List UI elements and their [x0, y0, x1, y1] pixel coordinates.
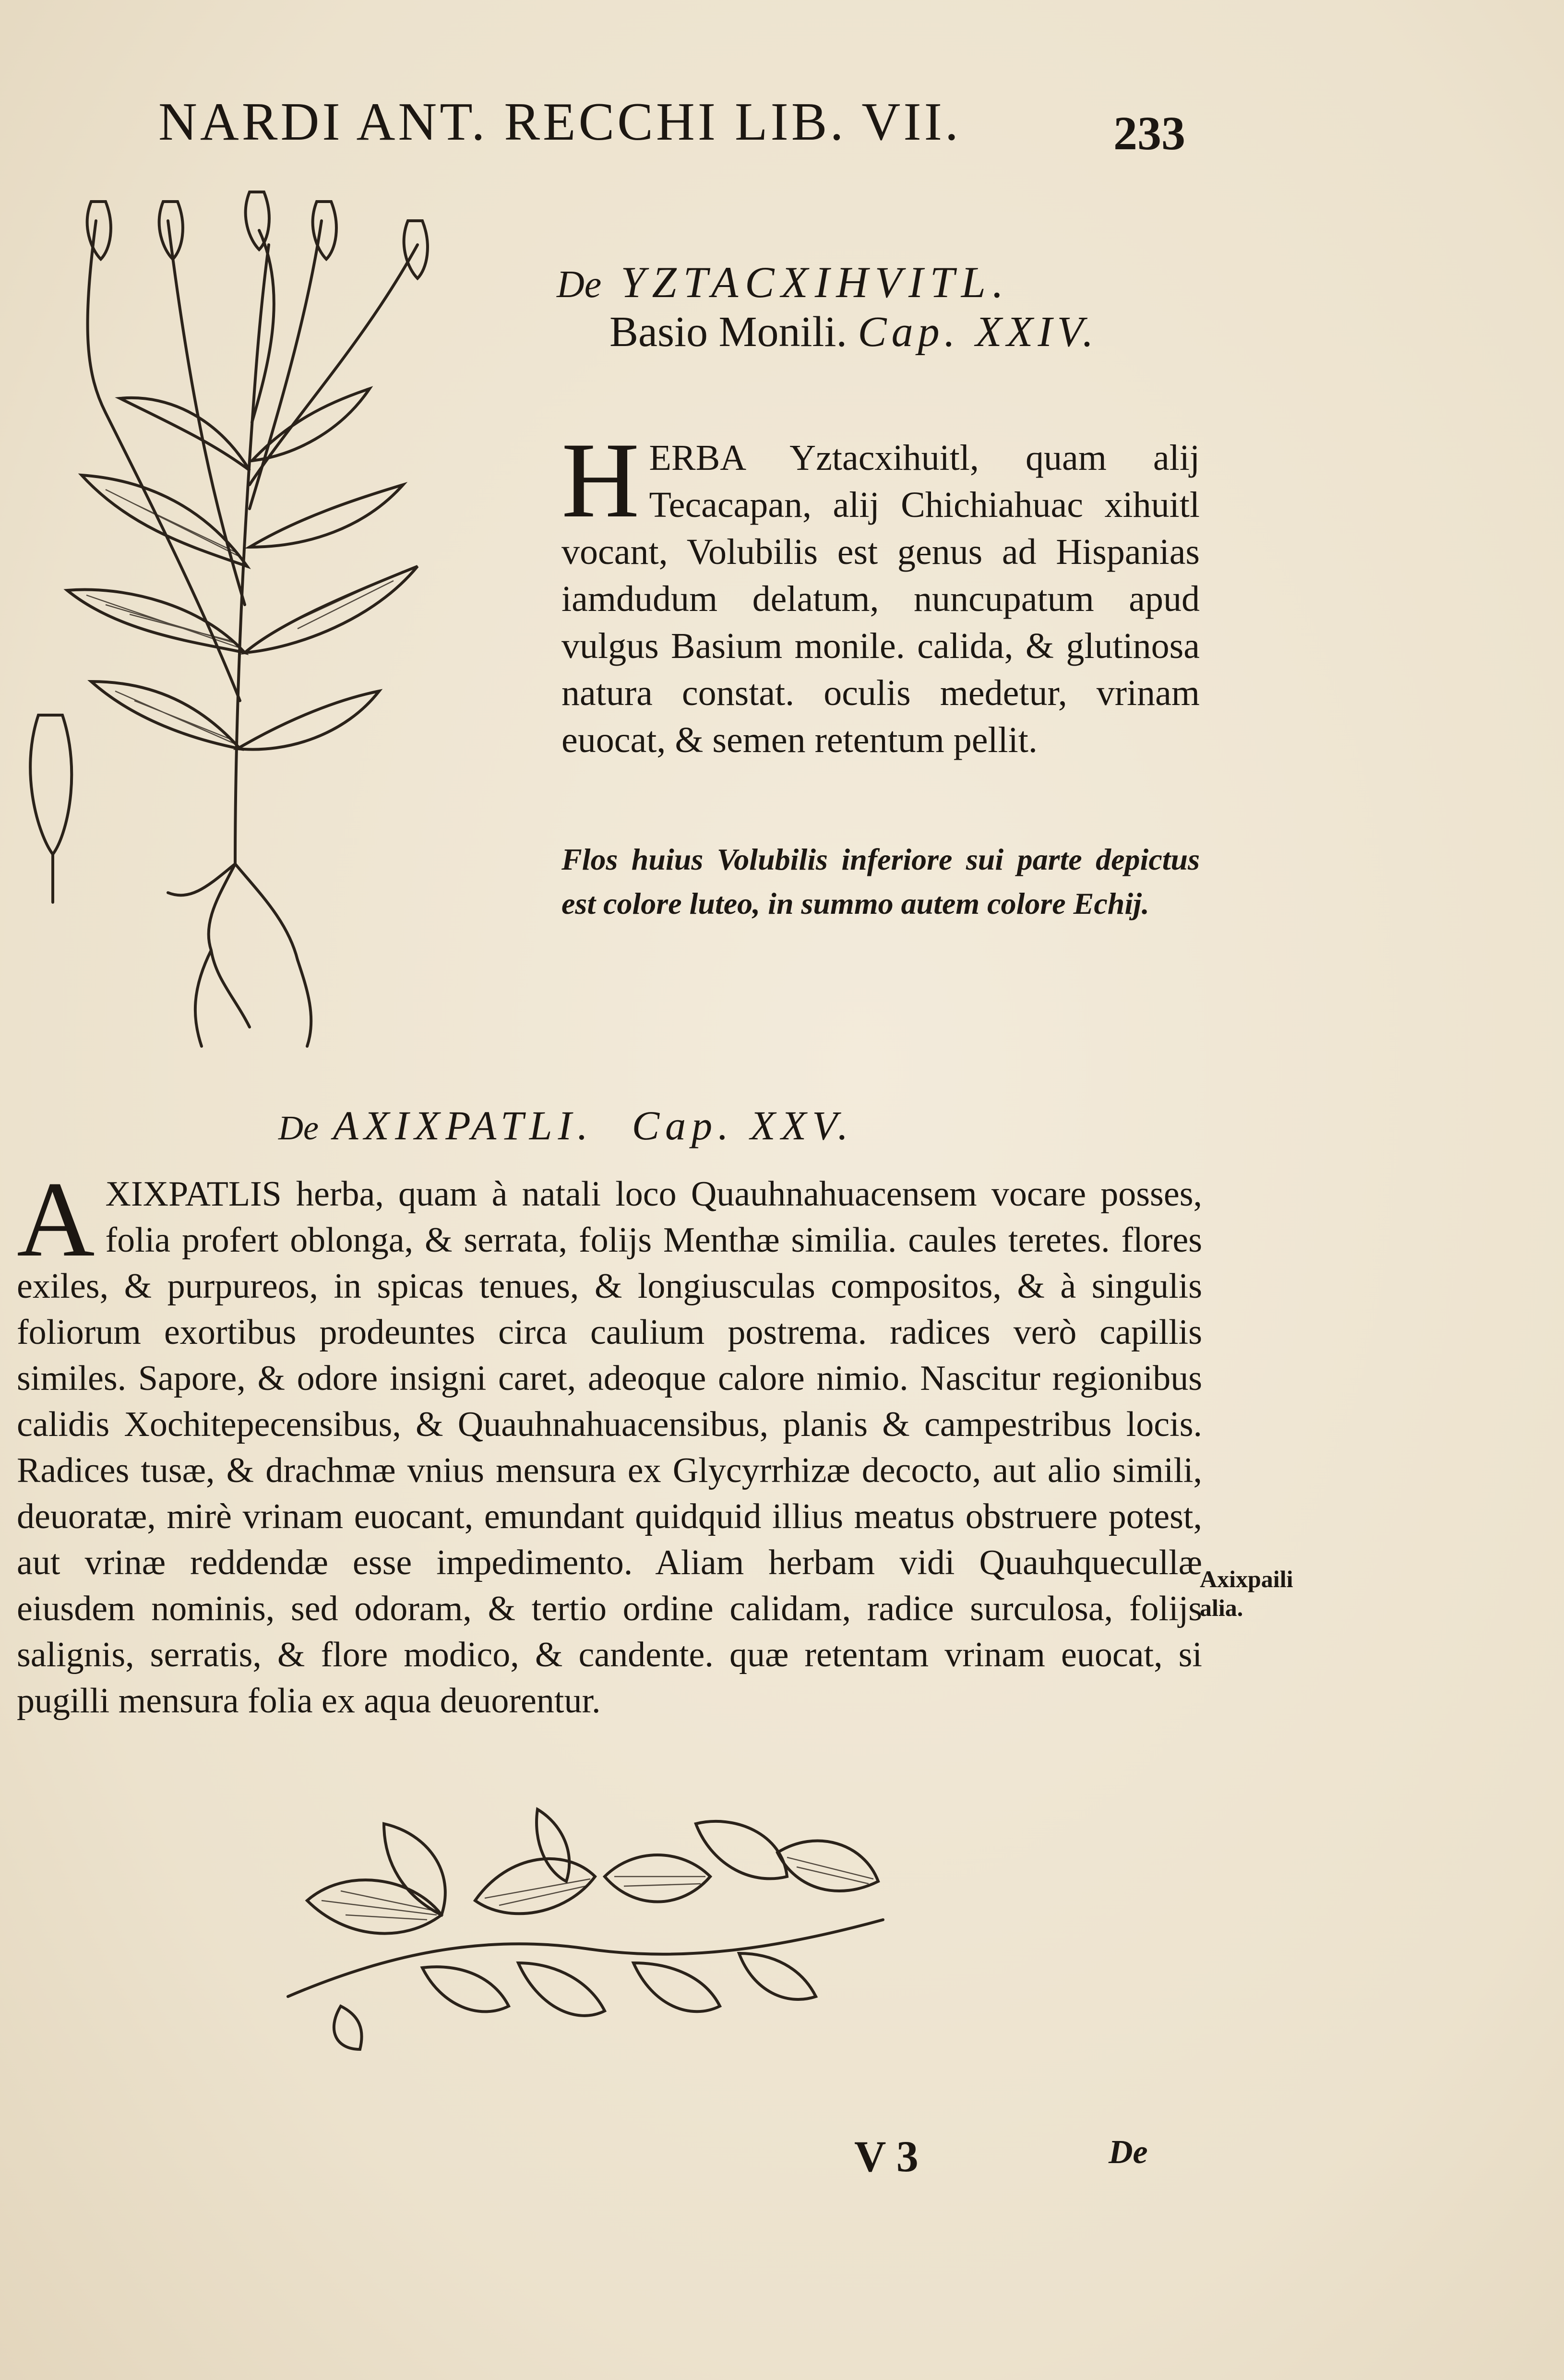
paragraph-text: ERBA Yztacxihuitl, quam alij Tecacapan, alij Chichiahuac xihuitl vocant, Volubilis est genus ad Hispanias iamdudum delatum, nuncupatum apud vulgus Basium monile. calida, & glutinosa natura constat. oculis medetur, vrinam euocat, & semen retentum pellit.	[561, 438, 1200, 760]
signature-mark: V 3	[854, 2132, 919, 2181]
title-name: AXIXPATLI.	[333, 1102, 594, 1148]
axixpatli-plant-illustration	[269, 1795, 902, 2064]
title-de: De	[557, 263, 602, 306]
chapter-25-title	[278, 1101, 998, 1149]
margin-note: Axixpaili alia.	[1200, 1566, 1293, 1621]
running-title: NARDI ANT. RECCHI LIB. VII.	[158, 92, 961, 152]
chapter-number: Cap. XXIV.	[858, 308, 1098, 356]
chapter-24-text	[561, 420, 1200, 764]
subtitle-text: Basio Monili.	[609, 308, 848, 356]
title-de: De	[278, 1109, 319, 1147]
chapter-24-title	[557, 257, 1253, 308]
drop-cap: A	[17, 1159, 95, 1279]
chapter-24-subtitle	[609, 307, 1098, 357]
chapter-number: Cap. XXV.	[632, 1102, 854, 1148]
chapter-24-note: Flos huius Volubilis inferiore sui parte depictus est colore luteo, in summo autem colore Echij.	[561, 842, 1200, 921]
yztacxihuitl-plant-illustration	[10, 173, 489, 1061]
paragraph-text: XIXPATLIS herba, quam à natali loco Quauhnahuacensem vocare posses, folia profert oblonga, & serrata, folijs Menthæ similia. caules teretes. flores exiles, & purpureos, in spicas tenues, & longiusculas compositos, & à singulis foliorum exortibus prodeuntes circa caulium postrema. radices verò capillis similes. Sapore, & odore insigni caret, adeoque calore nimio. Nascitur regionibus calidis Xochitepecensibus, & Quauhnahuacensibus, planis & campestribus locis. Radices tusæ, & drachmæ vnius mensura ex Glycyrrhizæ decocto, aut alio simili, deuoratæ, mirè vrinam euocant, emundant quidquid illius meatus obstruere potest, aut vrinæ reddendæ esse impedimento. Aliam herbam vidi Quauhquecullæ eiusdem nominis, sed odoram, & tertio ordine calidam, radice surculosa, folijs salignis, serratis, & flore modico, & candente. quæ retentam vrinam euocat, si pugilli mensura folia ex aqua deuorentur.	[17, 1174, 1202, 1721]
page-number: 233	[1113, 107, 1185, 160]
chapter-25-text	[17, 1159, 1202, 1724]
title-name: YZTACXIHVITL.	[621, 258, 1010, 307]
drop-cap: H	[561, 420, 640, 540]
catchword: De	[1109, 2134, 1148, 2171]
